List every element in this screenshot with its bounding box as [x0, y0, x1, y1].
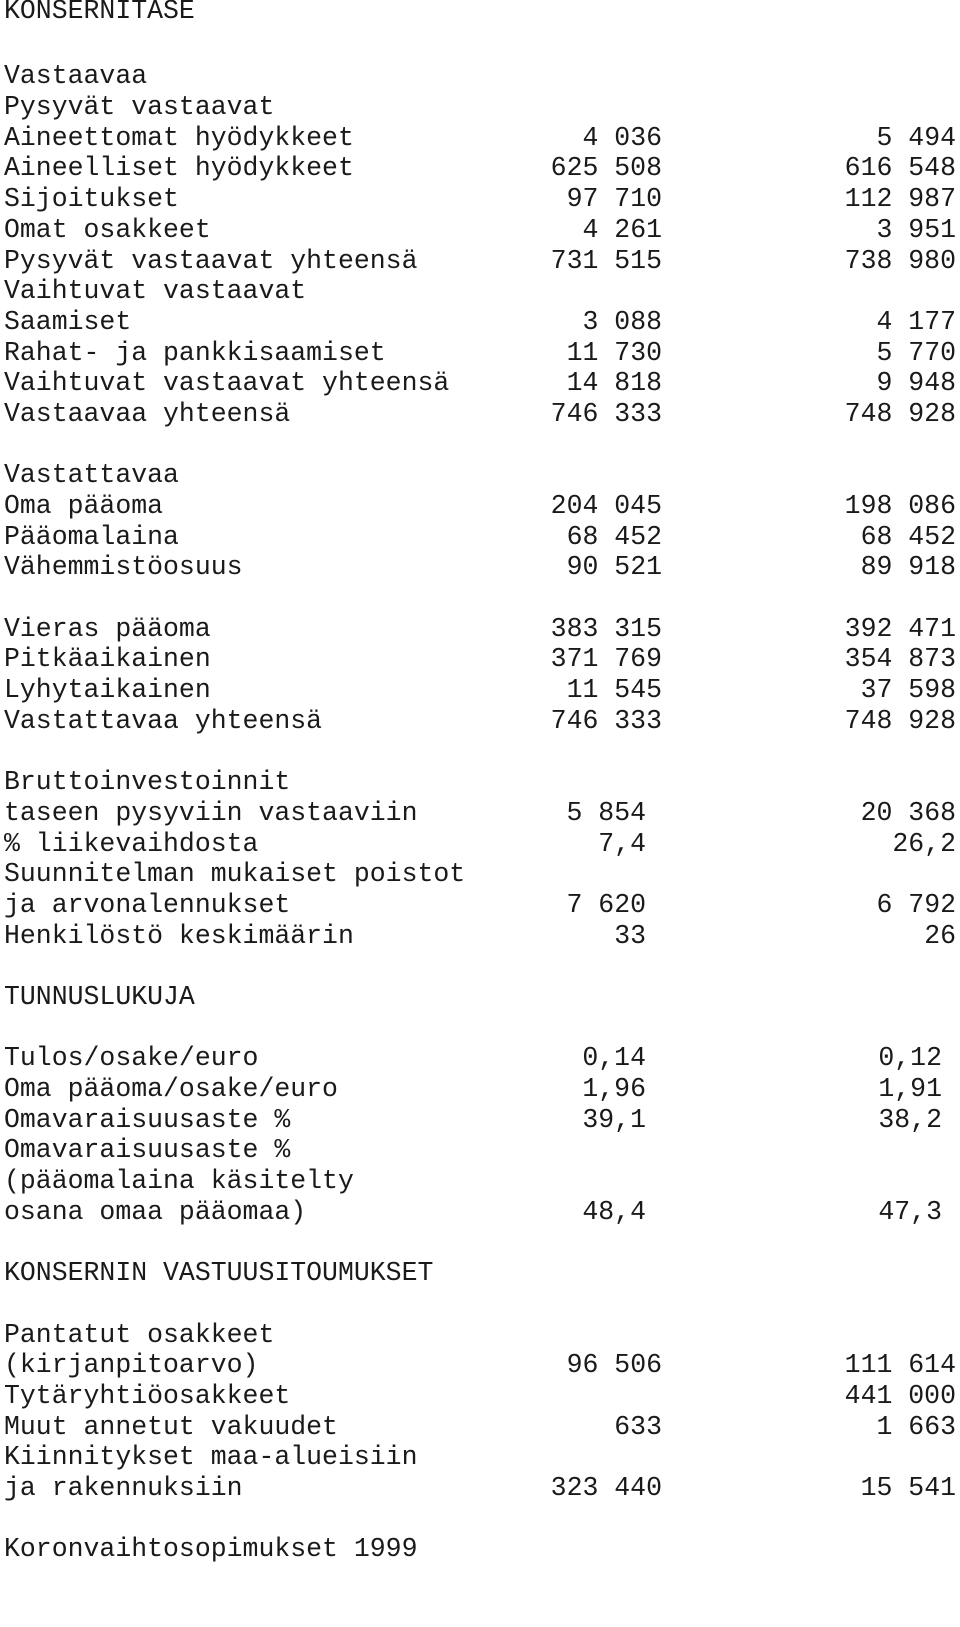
row-label: Rahat- ja pankkisaamiset: [4, 337, 386, 368]
row-label-line: Omavaraisuusaste %: [4, 1135, 291, 1166]
blank-line: [4, 1504, 956, 1535]
value-col-1: 625 508: [550, 153, 662, 184]
value-col-2: 89 918: [860, 552, 956, 583]
row-label: Tulos/osake/euro: [4, 1043, 259, 1074]
value-col-1: 7,4: [598, 828, 646, 859]
table-row: [4, 1074, 956, 1105]
table-row: [4, 890, 956, 921]
section-title-key-figures: TUNNUSLUKUJA: [4, 982, 195, 1012]
value-col-2: 1 663: [876, 1411, 956, 1442]
row-label: Pääomalaina: [4, 521, 179, 552]
value-col-1: 4 261: [582, 214, 662, 245]
blank-line: [4, 737, 956, 768]
row-label: Pysyvät vastaavat yhteensä: [4, 245, 418, 276]
value-col-1: 96 506: [566, 1350, 662, 1381]
value-col-2: 38,2: [878, 1104, 942, 1135]
value-col-1: 1,96: [582, 1074, 646, 1105]
row-label: Vaihtuvat vastaavat yhteensä: [4, 368, 450, 399]
table-row: [4, 338, 956, 369]
row-label: Aineelliset hyödykkeet: [4, 153, 354, 184]
row-label: taseen pysyviin vastaaviin: [4, 797, 418, 828]
value-col-1: 39,1: [582, 1104, 646, 1135]
table-row: [4, 491, 956, 522]
investments-section: [4, 767, 956, 951]
row-label: Vastaavaa yhteensä: [4, 398, 291, 429]
table-row: [4, 798, 956, 829]
table-row: [4, 123, 956, 154]
value-col-1: 3 088: [582, 306, 662, 337]
row-label: Oma pääoma: [4, 491, 164, 521]
value-col-1: 5 854: [566, 797, 646, 828]
row-label: Omavaraisuusaste %: [4, 1104, 291, 1135]
financial-document: [4, 0, 956, 1565]
row-label-pledged: Pantatut osakkeet: [4, 1319, 275, 1350]
value-col-2: 354 873: [844, 644, 956, 675]
section-title-investments: Bruttoinvestoinnit: [4, 767, 291, 798]
value-col-1: 746 333: [550, 398, 662, 429]
value-col-2: 20 368: [860, 797, 956, 828]
row-label: Oma pääoma/osake/euro: [4, 1074, 338, 1105]
table-row: [4, 399, 956, 430]
value-col-2: 26: [924, 920, 956, 951]
row-label: Saamiset: [4, 306, 132, 337]
value-col-1: 7 620: [566, 889, 646, 920]
row-label: osana omaa pääomaa): [4, 1196, 307, 1227]
value-col-1: 11 730: [566, 337, 662, 368]
key-figures-section: [4, 982, 956, 1228]
value-col-2: 0,12: [878, 1043, 942, 1074]
value-col-2: 26,2: [892, 828, 956, 859]
value-col-2: 1,91: [878, 1074, 942, 1105]
table-row: [4, 1381, 956, 1412]
value-col-2: 5 770: [876, 337, 956, 368]
subsection-title-current-assets: Vaihtuvat vastaavat: [4, 276, 307, 307]
section-title-liabilities: Vastattavaa: [4, 460, 179, 491]
table-row: [4, 706, 956, 737]
value-col-2: 441 000: [844, 1380, 956, 1411]
table-row: [4, 153, 956, 184]
value-col-1: 68 452: [566, 521, 662, 552]
blank-line: [4, 31, 956, 62]
row-label: Pitkäaikainen: [4, 644, 211, 675]
table-row: [4, 522, 956, 553]
row-label: ja rakennuksiin: [4, 1473, 243, 1503]
table-row: [4, 1412, 956, 1443]
value-col-1: 33: [614, 920, 646, 951]
value-col-2: 37 598: [860, 675, 956, 706]
row-label-depreciation: Suunnitelman mukaiset poistot: [4, 859, 466, 890]
row-label: Lyhytaikainen: [4, 675, 211, 706]
value-col-1: 4 036: [582, 122, 662, 153]
table-row: [4, 1105, 956, 1136]
row-label: Henkilöstö keskimäärin: [4, 920, 354, 951]
table-row: [4, 552, 956, 583]
table-row: [4, 307, 956, 338]
value-col-1: 11 545: [566, 675, 662, 706]
value-col-1: 746 333: [550, 705, 662, 736]
value-col-2: 748 928: [844, 398, 956, 429]
blank-line: [4, 1228, 956, 1259]
value-col-2: 748 928: [844, 705, 956, 736]
value-col-2: 15 541: [860, 1473, 956, 1503]
row-label-line: (pääomalaina käsitelty: [4, 1166, 354, 1197]
blank-line: [4, 1289, 956, 1320]
value-col-1: 371 769: [550, 644, 662, 675]
value-col-1: 731 515: [550, 245, 662, 276]
row-label: Muut annetut vakuudet: [4, 1411, 338, 1442]
table-row: [4, 675, 956, 706]
table-row: [4, 614, 956, 645]
value-col-1: 48,4: [582, 1196, 646, 1227]
value-col-2: 392 471: [844, 613, 956, 644]
table-row: [4, 368, 956, 399]
table-row: [4, 246, 956, 277]
row-label: (kirjanpitoarvo): [4, 1350, 259, 1381]
row-label: Vastattavaa yhteensä: [4, 705, 323, 736]
blank-line: [4, 430, 956, 461]
value-col-1: 383 315: [550, 613, 662, 644]
value-col-1: 323 440: [550, 1473, 662, 1503]
row-label: Vähemmistöosuus: [4, 552, 243, 583]
value-col-1: 97 710: [566, 184, 662, 215]
value-col-2: 3 951: [876, 214, 956, 245]
subsection-title-fixed-assets: Pysyvät vastaavat: [4, 92, 275, 123]
section-title-assets: Vastaavaa: [4, 61, 148, 92]
value-col-1: 90 521: [566, 552, 662, 583]
row-label-mortgages: Kiinnitykset maa-alueisiin: [4, 1442, 418, 1473]
section-title-commitments: KONSERNIN VASTUUSITOUMUKSET: [4, 1258, 434, 1289]
row-label: Sijoitukset: [4, 184, 179, 215]
row-label: Omat osakkeet: [4, 214, 211, 245]
table-row: [4, 215, 956, 246]
blank-line: [4, 1013, 956, 1044]
table-row: [4, 644, 956, 675]
document-heading: KONSERNITASE: [4, 0, 195, 26]
table-row: [4, 921, 956, 952]
table-row: [4, 829, 956, 860]
value-col-2: 68 452: [860, 521, 956, 552]
table-row: [4, 1197, 956, 1228]
value-col-2: 738 980: [844, 245, 956, 276]
value-col-2: 47,3: [878, 1196, 942, 1227]
value-col-2: 6 792: [876, 889, 956, 920]
row-label: Aineettomat hyödykkeet: [4, 122, 354, 153]
value-col-1: 204 045: [550, 491, 662, 521]
value-col-2: 9 948: [876, 368, 956, 399]
row-label: Tytäryhtiöosakkeet: [4, 1380, 291, 1411]
table-row: [4, 1043, 956, 1074]
value-col-1: 14 818: [566, 368, 662, 399]
value-col-2: 4 177: [876, 306, 956, 337]
value-col-1: 633: [614, 1411, 662, 1442]
blank-line: [4, 583, 956, 614]
table-row: [4, 184, 956, 215]
value-col-1: 0,14: [582, 1043, 646, 1074]
value-col-2: 111 614: [844, 1350, 956, 1381]
row-label: % liikevaihdosta: [4, 828, 259, 859]
blank-line: [4, 951, 956, 982]
value-col-2: 198 086: [844, 491, 956, 521]
row-label: Vieras pääoma: [4, 613, 211, 644]
table-row: [4, 1350, 956, 1381]
row-label: ja arvonalennukset: [4, 889, 291, 920]
value-col-2: 112 987: [844, 184, 956, 215]
table-row: [4, 1473, 956, 1504]
row-label-swaps: Koronvaihtosopimukset 1999: [4, 1534, 418, 1565]
value-col-2: 616 548: [844, 153, 956, 184]
value-col-2: 5 494: [876, 122, 956, 153]
